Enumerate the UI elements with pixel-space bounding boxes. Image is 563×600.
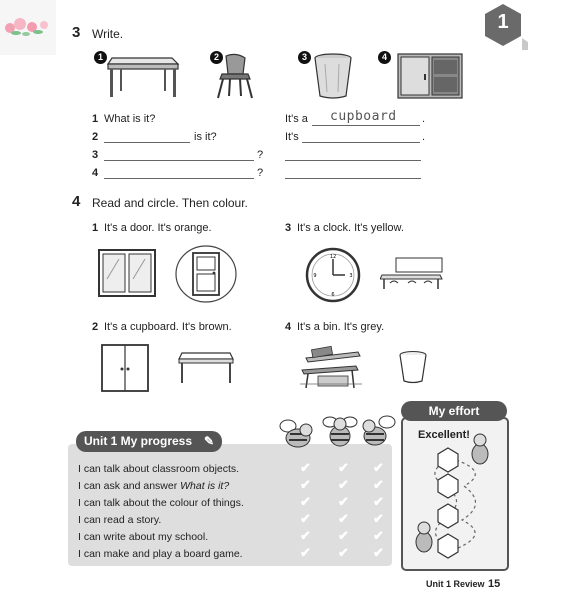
svg-text:3: 3 [349,273,353,279]
progress-row-2-text: I can ask and answer [78,480,181,492]
answer-line-1[interactable] [312,125,420,126]
clock-illustration[interactable] [305,247,361,308]
bee-3-icon [357,412,397,455]
exercise-4-instruction: Read and circle. Then colour. [92,196,248,210]
prompt-1-answer-prefix: It's a [285,113,308,125]
unit-badge-number: 1 [497,11,509,33]
progress-title [76,431,222,452]
picture-number-2: 2 [210,51,223,64]
tick-r6-c1[interactable]: ✔ [300,545,311,560]
item-4-text: It's a bin. It's grey. [297,321,385,333]
effort-title [401,401,507,421]
small-cupboard-illustration[interactable] [100,343,150,398]
stacked-desks-illustration[interactable] [298,344,364,395]
tick-r3-c1[interactable]: ✔ [300,494,311,509]
picture-number-3: 3 [298,51,311,64]
flower-decoration [0,0,56,55]
tick-r4-c3[interactable]: ✔ [373,511,384,526]
item-1-text: It's a door. It's orange. [104,222,212,234]
tick-r3-c3[interactable]: ✔ [373,494,384,509]
prompt-4-question-suffix: ? [257,167,264,179]
prompt-3-question-suffix: ? [257,149,264,161]
progress-row-2 [78,480,229,492]
prompt-4-number: 4 [92,167,99,179]
small-bin-illustration[interactable] [398,350,428,389]
prompt-2-number: 2 [92,131,99,143]
prompt-1-question: What is it? [104,113,156,125]
question-line-4[interactable] [104,178,254,179]
progress-row-4-text: I can read a story. [78,514,162,526]
bin-illustration [313,52,353,105]
progress-row-3 [78,497,244,509]
item-1-number: 1 [92,222,99,234]
svg-text:9: 9 [313,273,317,279]
desk-board-illustration[interactable] [380,255,444,296]
answer-line-2[interactable] [302,142,420,143]
tick-r5-c3[interactable]: ✔ [373,528,384,543]
effort-excellent-label: Excellent! [418,429,470,441]
svg-text:12: 12 [329,254,337,260]
item-2-number: 2 [92,321,99,333]
exercise-4-number: 4 [72,193,81,210]
progress-row-5-text: I can write about my school. [78,531,209,543]
footer-section: Unit 1 Review [426,579,485,589]
tick-r1-c2[interactable]: ✔ [338,460,349,475]
question-line-3[interactable] [104,160,254,161]
prompt-2-answer-suffix: . [422,131,426,143]
prompt-3-number: 3 [92,149,99,161]
progress-title-label: Unit 1 My progress [84,434,193,448]
picture-number-4: 4 [378,51,391,64]
prompt-1-number: 1 [92,113,99,125]
tick-r2-c3[interactable]: ✔ [373,477,384,492]
chair-illustration [212,52,258,105]
progress-row-6 [78,548,243,560]
item-3-text: It's a clock. It's yellow. [297,222,404,234]
door-illustration[interactable] [174,244,238,309]
bee-2-icon [320,410,360,455]
progress-row-1-text: I can talk about classroom objects. [78,463,240,475]
tick-r6-c2[interactable]: ✔ [338,545,349,560]
answer-line-4[interactable] [285,178,421,179]
svg-text:6: 6 [331,292,335,298]
bee-1-icon [276,416,316,457]
prompt-1-answer-suffix: . [422,113,426,125]
table-illustration[interactable] [178,351,234,390]
cupboard-illustration [396,52,464,105]
progress-row-6-text: I can make and play a board game. [78,548,243,560]
tick-r2-c1[interactable]: ✔ [300,477,311,492]
window-illustration[interactable] [98,249,156,302]
tick-r3-c2[interactable]: ✔ [338,494,349,509]
tick-r5-c2[interactable]: ✔ [338,528,349,543]
progress-row-3-text: I can talk about the colour of things. [78,497,244,509]
tick-r2-c2[interactable]: ✔ [338,477,349,492]
tick-r4-c2[interactable]: ✔ [338,511,349,526]
progress-row-2-em: What is it? [180,480,230,492]
prompt-2-answer-prefix: It's [285,131,299,143]
exercise-3-instruction: Write. [92,27,124,41]
tick-r1-c1[interactable]: ✔ [300,460,311,475]
progress-row-1 [78,463,239,475]
unit-badge [478,0,528,50]
exercise-3-number: 3 [72,24,81,41]
prompt-2-question-suffix: is it? [194,131,217,143]
effort-hexagon-track [404,424,504,571]
question-line-2[interactable] [104,142,190,143]
item-4-number: 4 [285,321,292,333]
answer-line-3[interactable] [285,160,421,161]
effort-title-label: My effort [428,404,480,418]
pencil-check-icon: ✎ [203,434,215,448]
example-answer: cupboard [330,109,397,124]
tick-r5-c1[interactable]: ✔ [300,528,311,543]
desk-illustration [106,52,180,105]
tick-r1-c3[interactable]: ✔ [373,460,384,475]
progress-row-5 [78,531,208,543]
item-2-text: It's a cupboard. It's brown. [104,321,232,333]
picture-number-1: 1 [94,51,107,64]
tick-r4-c1[interactable]: ✔ [300,511,311,526]
footer-page-number: 15 [488,578,501,590]
tick-r6-c3[interactable]: ✔ [373,545,384,560]
progress-row-4 [78,514,161,526]
item-3-number: 3 [285,222,292,234]
